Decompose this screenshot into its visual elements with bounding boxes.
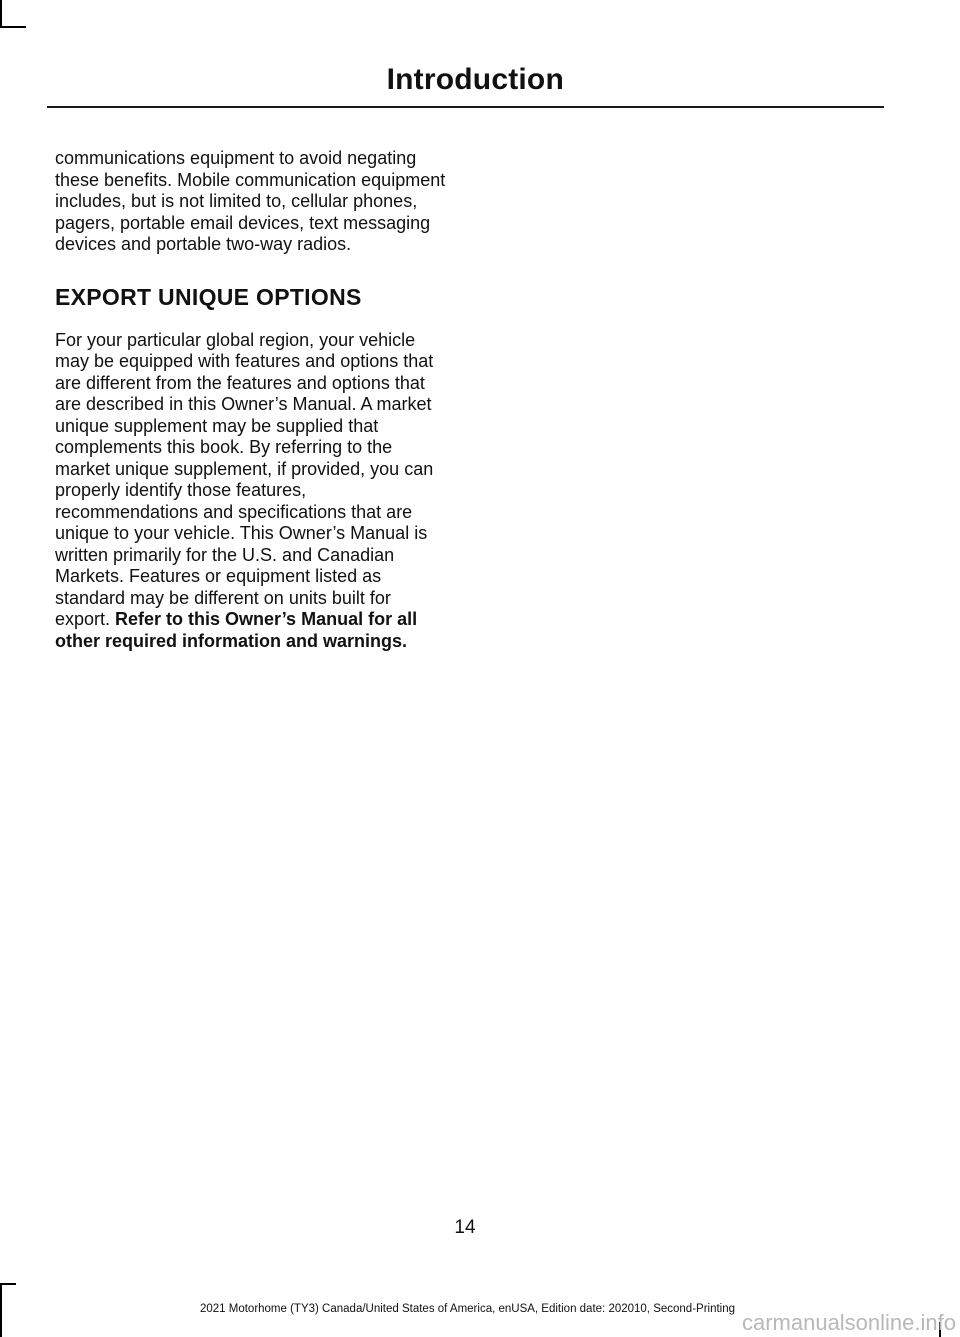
crop-mark-top-left-vertical (0, 0, 2, 26)
watermark[interactable]: carmanualsonline.info (741, 1310, 956, 1335)
left-text-column (55, 148, 447, 652)
crop-mark-top-left-horizontal (0, 26, 26, 28)
page-number: 14 (454, 1217, 476, 1238)
paragraph-export-bold: Refer to this Owner’s Manual for all other required information and warnings. (55, 609, 418, 651)
paragraph-export-options (55, 330, 447, 653)
paragraph-export-text: For your particular global region, your vehicle may be equipped with features and options that are different from the features and options that are described in this Owner’s Manual. A market unique supplement may be supplied that complements this book. By referring to the market unique supplement, if provided, you can properly identify those features, recommendations and specifications that are unique to your vehicle. This Owner’s Manual is written primarily for the U.S. and Canadian Markets. Features or equipment listed as standard may be different on units built for export. (55, 329, 434, 629)
section-heading-export-unique-options: EXPORT UNIQUE OPTIONS (55, 283, 362, 310)
header-divider (47, 106, 884, 108)
paragraph-continued: communications equipment to avoid negating these benefits. Mobile communication equipment includes, but is not limited to, cellular phones, pagers, portable email devices, text messaging devices and portable two-way radios. (55, 148, 446, 254)
crop-mark-bottom-left-horizontal (0, 1283, 16, 1285)
footer-edition-line: 2021 Motorhome (TY3) Canada/United States of America, enUSA, Edition date: 202010, Second-Printing (199, 1303, 736, 1315)
page-header-title: Introduction (386, 63, 564, 96)
